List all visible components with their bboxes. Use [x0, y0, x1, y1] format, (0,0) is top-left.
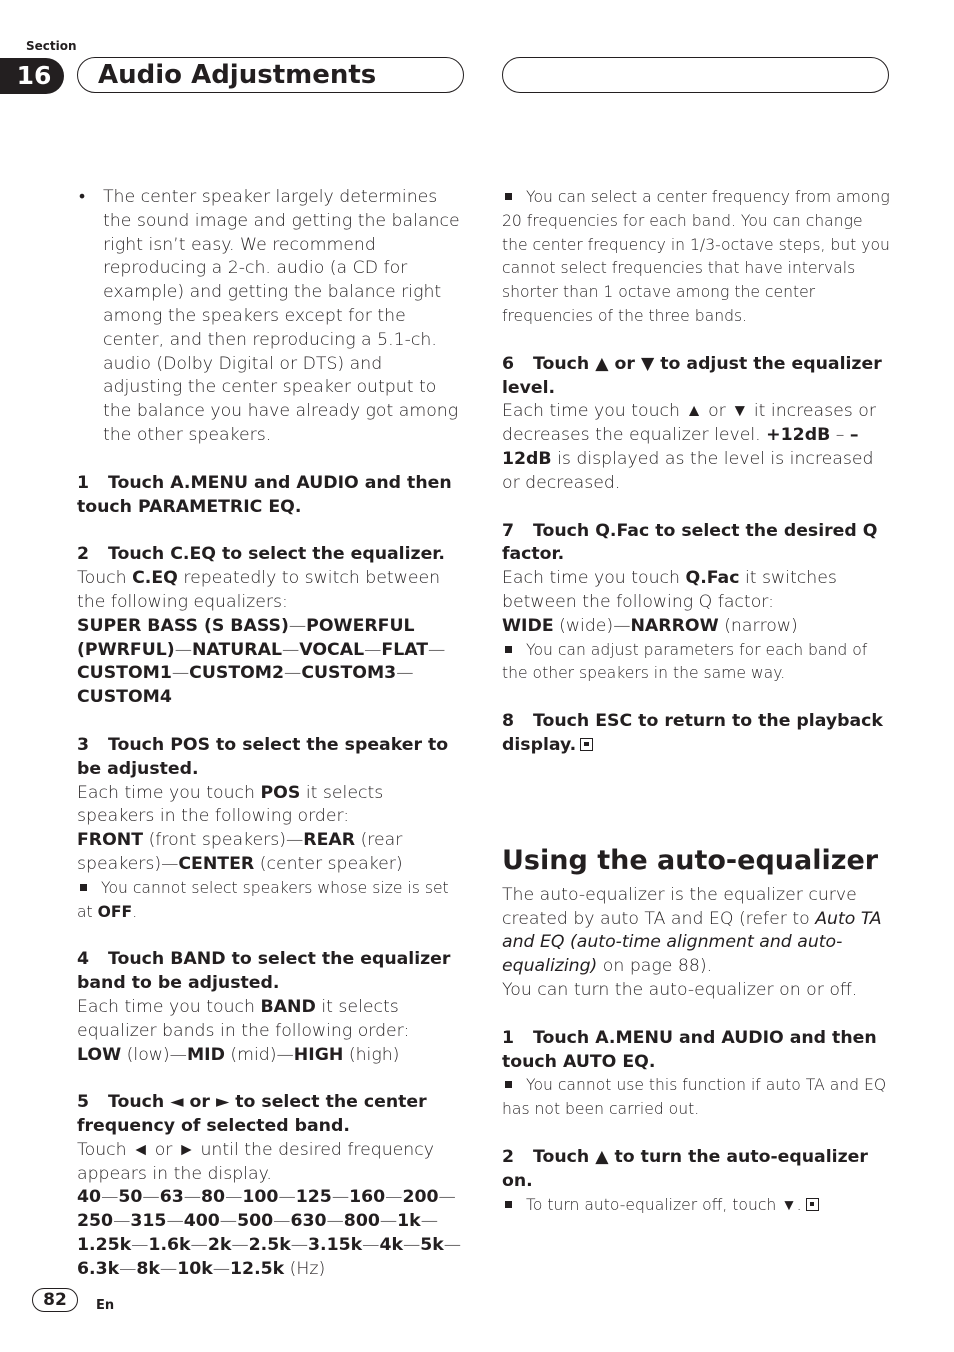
em-dash-separator: — — [362, 1235, 380, 1256]
auto-step-1-heading: 1 Touch A.MENU and AUDIO and then touch AUTO EQ. — [502, 1027, 877, 1072]
section-label: Section — [26, 39, 77, 53]
em-dash-separator: — — [331, 1187, 350, 1208]
em-dash-separator: — — [396, 663, 414, 684]
frequency-item: 500 — [237, 1211, 274, 1232]
left-column — [77, 186, 465, 1282]
step-3-note: You cannot select speakers whose size is set at OFF. — [77, 878, 449, 921]
em-dash-separator: — — [273, 1211, 291, 1232]
frequency-item: 10k — [177, 1258, 213, 1279]
bullet-paragraph: • The center speaker largely determines the sound image and getting the balance right isn’t easy. We recommend reproducing a 2-ch. audio (a CD for example) and getting the balance right among the speakers except for the center, and then reproducing a 5.1-ch. audio (Dolby Digital or DTS) and adjusting the center speaker output to the balance you have already got among the other speakers. — [77, 186, 465, 448]
step-3-heading: 3 Touch POS to select the speaker to be adjusted. — [77, 734, 449, 779]
section-number-tab: 16 — [0, 58, 64, 94]
step-6-body: Each time you touch ▲ or ▼ it increases or decreases the equalizer level. +12dB – –12dB is displayed as the level is increased or decreased. — [502, 401, 876, 493]
frequency-item: 800 — [343, 1211, 380, 1232]
auto-eq-intro-2: You can turn the auto-equalizer on or off. — [502, 979, 858, 1000]
em-dash-separator: — — [119, 1258, 137, 1279]
right-column — [502, 186, 890, 1217]
step-5-heading: 5 Touch ◄ or ► to select the center frequency of selected band. — [77, 1092, 427, 1137]
em-dash-separator: — — [420, 1211, 438, 1232]
note-icon — [505, 646, 512, 653]
equalizer-item: FLAT — [381, 639, 429, 660]
equalizer-list — [77, 615, 465, 710]
frequency-item: 1.6k — [148, 1235, 191, 1256]
page-number: 82 — [32, 1288, 78, 1312]
em-dash-separator: — — [219, 1211, 238, 1232]
step-7-body: Each time you touch Q.Fac it switches between the following Q factor: — [502, 568, 837, 612]
step-4-heading: 4 Touch BAND to select the equalizer band to be adjusted. — [77, 949, 451, 994]
chapter-title: Audio Adjustments — [98, 60, 377, 90]
note-icon — [505, 1081, 512, 1088]
em-dash-separator: — — [326, 1211, 344, 1232]
step-3-body: Each time you touch POS it selects speakers in the following order: — [77, 782, 384, 827]
frequency-item: 80 — [201, 1187, 226, 1208]
step-7-note: You can adjust parameters for each band of the other speakers in the same way. — [502, 640, 868, 683]
auto-step-1-note: You cannot use this function if auto TA and EQ has not been carried out. — [502, 1076, 887, 1119]
center-frequency-note: You can select a center frequency from among 20 frequencies for each band. You can change the center frequency in 1/3-octave steps, but you cannot select frequencies that have intervals shorter than 1 octave among the center frequencies of the three bands. — [502, 188, 890, 325]
frequency-item: 125 — [295, 1187, 332, 1208]
frequency-item: 4k — [379, 1235, 403, 1256]
frequency-item: 12.5k — [230, 1258, 285, 1279]
em-dash-separator: — — [364, 639, 382, 660]
em-dash-separator: — — [284, 663, 302, 684]
em-dash-separator: — — [225, 1187, 243, 1208]
chapter-title-box — [77, 57, 464, 93]
frequency-item: 100 — [242, 1187, 279, 1208]
frequency-item: 400 — [183, 1211, 220, 1232]
frequency-item: 315 — [130, 1211, 167, 1232]
equalizer-item: CUSTOM1 — [77, 663, 172, 684]
step-1-heading: 1 Touch A.MENU and AUDIO and then touch PARAMETRIC EQ. — [77, 472, 452, 517]
em-dash-separator: — — [159, 1258, 178, 1279]
frequency-item: 1k — [397, 1211, 421, 1232]
empty-header-box — [502, 57, 889, 93]
em-dash-separator: — — [438, 1187, 456, 1208]
em-dash-separator: — — [183, 1187, 202, 1208]
em-dash-separator: — — [131, 1235, 149, 1256]
frequency-item: 160 — [349, 1187, 386, 1208]
equalizer-item: SUPER BASS (S BASS) — [77, 615, 289, 636]
frequency-item: 2k — [207, 1235, 232, 1256]
em-dash-separator: — — [101, 1187, 119, 1208]
note-icon — [505, 1201, 512, 1208]
step-2-body: Touch C.EQ repeatedly to switch between the following equalizers: — [77, 568, 441, 612]
equalizer-item: NATURAL — [191, 639, 282, 660]
frequency-item: 250 — [77, 1211, 114, 1232]
step-8-heading: 8 Touch ESC to return to the playback display. — [502, 711, 883, 755]
em-dash-separator: — — [428, 639, 446, 660]
equalizer-item: CUSTOM2 — [189, 663, 285, 684]
frequency-item: 50 — [118, 1187, 143, 1208]
frequency-item: 40 — [77, 1187, 102, 1208]
q-factor-order: WIDE (wide)—NARROW (narrow) — [502, 615, 798, 636]
frequency-item: 200 — [402, 1187, 439, 1208]
em-dash-separator: — — [402, 1235, 421, 1256]
em-dash-separator: — — [171, 663, 190, 684]
em-dash-separator: — — [212, 1258, 231, 1279]
frequency-item: 2.5k — [248, 1235, 291, 1256]
em-dash-separator: — — [443, 1235, 462, 1256]
language-code: En — [96, 1298, 115, 1313]
frequency-item: 5k — [420, 1235, 444, 1256]
section-heading: Using the auto-equalizer — [502, 844, 879, 876]
frequency-item: 3.15k — [308, 1235, 363, 1256]
note-icon — [505, 193, 512, 200]
em-dash-separator: — — [113, 1211, 131, 1232]
frequency-list: 40—50—63—80—100—125—160—200—250—315—400—500—630—800—1k—1.25k—1.6k—2k—2.5k—3.15k—4k—5k—6.3k—8k—10k—12.5k (Hz) — [77, 1187, 462, 1279]
equalizer-item: POWERFUL (PWRFUL) — [77, 615, 415, 660]
band-order: LOW (low)—MID (mid)—HIGH (high) — [77, 1044, 400, 1065]
auto-step-2-note: To turn auto-equalizer off, touch ▼. — [502, 1194, 890, 1218]
step-4-body: Each time you touch BAND it selects equalizer bands in the following order: — [77, 996, 410, 1041]
equalizer-item: CUSTOM3 — [301, 663, 397, 684]
em-dash-separator: — — [290, 1235, 309, 1256]
em-dash-separator: — — [288, 615, 307, 636]
em-dash-separator: — — [281, 639, 300, 660]
end-mark-icon — [806, 1198, 819, 1211]
em-dash-separator: — — [142, 1187, 160, 1208]
em-dash-separator: — — [278, 1187, 296, 1208]
step-6-heading: 6 Touch ▲ or ▼ to adjust the equalizer level. — [502, 353, 882, 398]
em-dash-separator: — — [231, 1235, 249, 1256]
em-dash-separator: — — [174, 639, 192, 660]
frequency-item: 630 — [290, 1211, 327, 1232]
step-7-heading: 7 Touch Q.Fac to select the desired Q factor. — [502, 520, 878, 565]
auto-eq-intro: The auto-equalizer is the equalizer curve created by auto TA and EQ (refer to Auto TA and EQ (auto-time alignment and auto-equalizing) on page 88). — [502, 884, 882, 977]
frequency-item: 6.3k — [77, 1258, 120, 1279]
em-dash-separator: — — [385, 1187, 403, 1208]
frequency-item: 1.25k — [77, 1235, 132, 1256]
frequency-item: 8k — [136, 1258, 160, 1279]
auto-step-2-heading: 2 Touch ▲ to turn the auto-equalizer on. — [502, 1146, 868, 1191]
step-2-heading: 2 Touch C.EQ to select the equalizer. — [77, 544, 445, 565]
em-dash-separator: — — [379, 1211, 398, 1232]
equalizer-item: CUSTOM4 — [77, 687, 172, 708]
step-5-body: Touch ◄ or ► until the desired frequency appears in the display. — [77, 1139, 434, 1184]
note-icon — [80, 884, 87, 891]
speaker-order: FRONT (front speakers)—REAR (rear speakers)—CENTER (center speaker) — [77, 830, 403, 874]
frequency-item: 63 — [159, 1187, 184, 1208]
em-dash-separator: — — [190, 1235, 208, 1256]
end-mark-icon — [580, 738, 593, 751]
equalizer-item: VOCAL — [299, 639, 365, 660]
em-dash-separator: — — [166, 1211, 184, 1232]
